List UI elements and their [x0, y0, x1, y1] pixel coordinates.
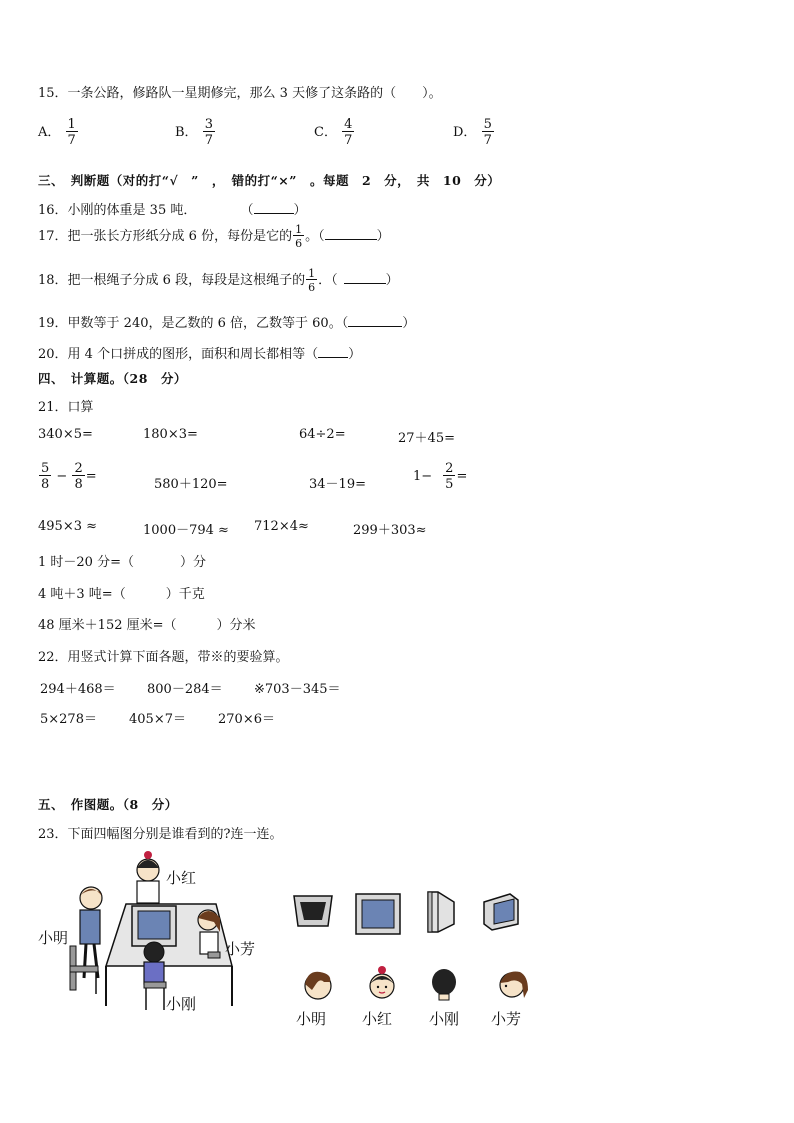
- q17-tail: 。（: [305, 229, 325, 244]
- denominator: 8: [74, 477, 83, 492]
- scene-label-right: 小芳: [225, 940, 256, 958]
- denominator: 6: [308, 281, 316, 294]
- head-xiaoming-icon[interactable]: [302, 968, 334, 1002]
- answer-blank[interactable]: [318, 346, 348, 358]
- option-label: D．: [453, 125, 477, 140]
- monitor-view-front-icon[interactable]: [354, 892, 402, 938]
- equals: =: [85, 469, 97, 484]
- calc-item-one-minus-fraction: [413, 462, 467, 491]
- monitor-view-side-icon[interactable]: [424, 888, 458, 936]
- calc-item: 270×6＝: [218, 712, 275, 727]
- numerator: 1: [308, 267, 316, 280]
- section-3-heading: 三、 判断题（对的打“√ ” ， 错的打“×” 。每题 2 分， 共 10 分）: [38, 173, 501, 188]
- q16-text: 16．小刚的体重是 35 吨．: [38, 203, 197, 218]
- head-xiaohong-icon[interactable]: [366, 964, 398, 1002]
- unit-conversion-3: [38, 614, 256, 633]
- option-label: C．: [314, 125, 337, 140]
- denominator: 7: [204, 133, 213, 148]
- answer-blank[interactable]: [254, 202, 294, 214]
- option-label: A．: [38, 125, 61, 140]
- paren: ）: [376, 229, 390, 244]
- calc-item: 405×7＝: [129, 712, 186, 727]
- q19-text: 19．甲数等于 240，是乙数的 6 倍，乙数等于 60。（: [38, 316, 349, 331]
- q15-option-b[interactable]: [175, 118, 216, 147]
- paren: ）: [385, 273, 399, 288]
- calc-prefix: 1−: [413, 469, 433, 484]
- q18-text: 18．把一根绳子分成 6 段，每段是这根绳子的: [38, 273, 306, 288]
- calc-item: ※703－345＝: [254, 682, 341, 697]
- scene-label-top: 小红: [166, 869, 197, 887]
- answer-blank[interactable]: [348, 315, 402, 327]
- q15-option-d[interactable]: [453, 118, 495, 147]
- conv-prefix: 1 时－20 分=（: [38, 555, 134, 570]
- head-label: 小芳: [491, 1010, 522, 1028]
- answer-blank[interactable]: [344, 272, 386, 284]
- section-5-heading: 五、 作图题。（8 分）: [38, 797, 178, 812]
- calc-item: 180×3=: [143, 427, 198, 442]
- head-xiaofang-icon[interactable]: [496, 966, 532, 1002]
- q16: [38, 199, 307, 218]
- calc-item: 299＋303≈: [353, 523, 427, 538]
- conv-suffix: ）分: [179, 555, 206, 570]
- numerator: 2: [74, 461, 83, 476]
- paren: （: [240, 203, 254, 218]
- head-xiaogang-icon[interactable]: [429, 966, 459, 1002]
- q22-title: 22．用竖式计算下面各题，带※的要验算。: [38, 650, 289, 665]
- q17: [38, 224, 390, 249]
- section-4-heading: 四、 计算题。（28 分）: [38, 371, 187, 386]
- answer-blank[interactable]: [325, 228, 377, 240]
- head-label: 小明: [296, 1010, 327, 1028]
- numerator: 1: [67, 117, 76, 132]
- paren: ）: [293, 203, 307, 218]
- q18: [38, 268, 399, 293]
- calc-item-fraction-subtract: [38, 462, 97, 491]
- scene-label-bottom: 小刚: [166, 995, 197, 1013]
- calc-item: 340×5=: [38, 427, 93, 442]
- option-label: B．: [175, 125, 198, 140]
- calc-item: 712×4≈: [254, 519, 309, 534]
- q20-text: 20．用 4 个口拼成的图形，面积和周长都相等（: [38, 347, 319, 362]
- calc-item: 580＋120=: [154, 477, 228, 492]
- denominator: 7: [483, 133, 492, 148]
- numerator: 1: [295, 223, 303, 236]
- q20: [38, 343, 361, 362]
- conv-suffix: ）分米: [216, 618, 256, 633]
- boy-bottom-icon: [144, 942, 164, 962]
- q15-option-c[interactable]: [314, 118, 355, 147]
- conv-prefix: 4 吨＋3 吨=（: [38, 587, 126, 602]
- numerator: 2: [445, 461, 454, 476]
- head-label: 小刚: [429, 1010, 460, 1028]
- numerator: 5: [41, 461, 50, 476]
- conv-prefix: 48 厘米＋152 厘米=（: [38, 618, 177, 633]
- monitor-view-angle-icon[interactable]: [480, 890, 522, 934]
- calc-item: 5×278＝: [40, 712, 97, 727]
- q19: [38, 312, 415, 331]
- denominator: 5: [445, 477, 454, 492]
- unit-conversion-1: [38, 551, 206, 570]
- q15-stem: 15．一条公路，修路队一星期修完，那么 3 天修了这条路的（ ）。: [38, 86, 442, 101]
- calc-item: 294＋468＝: [40, 682, 116, 697]
- paren: ）: [348, 347, 362, 362]
- calc-item: 64÷2=: [299, 427, 346, 442]
- q21-title: 21．口算: [38, 400, 94, 415]
- classroom-scene-illustration: [36, 848, 276, 1018]
- numerator: 3: [204, 117, 213, 132]
- q23-title: 23．下面四幅图分别是谁看到的?连一连。: [38, 827, 283, 842]
- head-label: 小红: [362, 1010, 393, 1028]
- denominator: 7: [344, 133, 353, 148]
- calc-item: 800－284＝: [147, 682, 223, 697]
- q17-text: 17．把一张长方形纸分成 6 份，每份是它的: [38, 229, 293, 244]
- q18-tail: ．（: [318, 273, 338, 288]
- equals: =: [456, 469, 468, 484]
- calc-item: 1000－794 ≈: [143, 523, 229, 538]
- scene-label-left: 小明: [38, 929, 69, 947]
- numerator: 4: [344, 117, 353, 132]
- q15-option-a[interactable]: [38, 118, 79, 147]
- unit-conversion-2: [38, 583, 205, 602]
- numerator: 5: [483, 117, 492, 132]
- denominator: 6: [295, 237, 303, 250]
- denominator: 8: [41, 477, 50, 492]
- calc-item: 495×3 ≈: [38, 519, 98, 534]
- conv-suffix: ）千克: [165, 587, 205, 602]
- denominator: 7: [67, 133, 76, 148]
- operator: −: [56, 469, 68, 484]
- paren: ）: [402, 316, 416, 331]
- monitor-view-back-icon[interactable]: [290, 890, 336, 932]
- calc-item: 27＋45=: [398, 431, 455, 446]
- calc-item: 34－19=: [309, 477, 366, 492]
